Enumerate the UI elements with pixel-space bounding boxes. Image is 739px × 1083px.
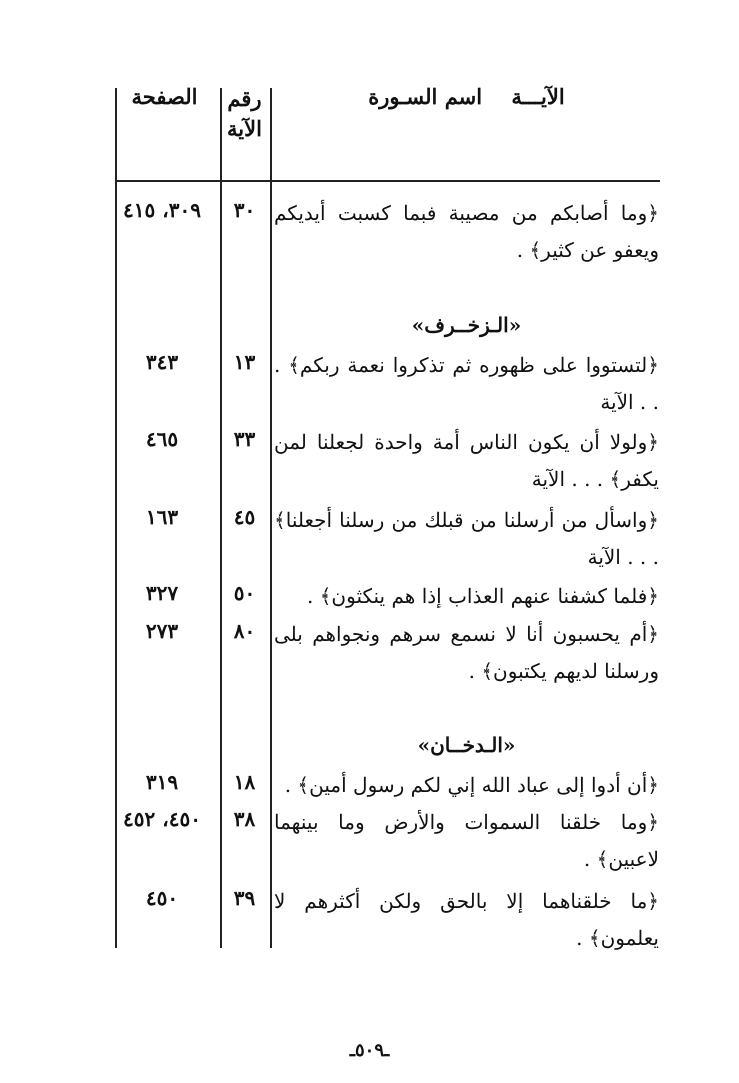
verse-number: ١٨ [233, 770, 256, 794]
verse-number: ٣٣ [233, 427, 256, 451]
verse-text: ﴿فلما كشفنا عنهم العذاب إذا هم ينكثون﴾ . [306, 584, 659, 608]
surah-heading: «الـدخــان» [417, 733, 516, 757]
verse-text: ﴿أم يحسبون أنا لا نسمع سرهم ونجواهم بلى ورسلنا لديهم يكتبون﴾ . [274, 622, 659, 683]
verse-text: ﴿وما خلقنا السموات والأرض وما بينهما لاعبين﴾ . [274, 810, 659, 871]
column-divider-verse [270, 88, 272, 948]
verse-text: ﴿ما خلقناهما إلا بالحق ولكن أكثرهم لا يعلمون﴾ . [274, 889, 659, 950]
verse-text: ﴿لتستووا على ظهوره ثم تذكروا نعمة ربكم﴾ . . . الآية [274, 353, 659, 414]
page-reference: ٣٢٧ [145, 581, 179, 605]
verse-text: ﴿ولولا أن يكون الناس أمة واحدة لجعلنا لمن يكفر﴾ . . . الآية [274, 430, 659, 491]
header-verse-surah: الآيـــة اسم السـورة [368, 84, 565, 109]
page-reference: ٣٤٣ [145, 350, 179, 374]
verse-number: ٤٥ [233, 505, 256, 529]
verse-number: ٨٠ [233, 619, 256, 643]
header-rule [115, 180, 660, 182]
page-reference: ٣٠٩، ٤١٥ [123, 198, 201, 222]
verse-text: ﴿وما أصابكم من مصيبة فبما كسبت أيديكم ويعفو عن كثير﴾ . [274, 201, 659, 262]
verse-number: ٣٠ [233, 198, 256, 222]
page-reference: ٤٥٠، ٤٥٢ [123, 807, 201, 831]
page-reference: ٢٧٣ [145, 619, 179, 643]
verse-number: ٣٩ [233, 886, 256, 910]
verse-number: ١٣ [233, 350, 256, 374]
page-reference: ٣١٩ [145, 770, 179, 794]
verse-number: ٥٠ [233, 581, 256, 605]
page-number: ـ٥٠٩ـ [349, 1040, 390, 1061]
page-reference: ١٦٣ [145, 505, 179, 529]
verse-number: ٣٨ [233, 807, 256, 831]
verse-text: ﴿واسأل من أرسلنا من قبلك من رسلنا أجعلنا﴾ . . . الآية [274, 508, 659, 569]
page-reference: ٤٦٥ [145, 427, 179, 451]
header-page: الصفحة [131, 84, 198, 109]
header-verse-number: رقم الآية [227, 86, 262, 141]
surah-heading: «الـزخــرف» [411, 313, 522, 337]
page-reference: ٤٥٠ [145, 886, 179, 910]
verse-text: ﴿أن أدوا إلى عباد الله إني لكم رسول أمين﴾ . [284, 773, 659, 797]
